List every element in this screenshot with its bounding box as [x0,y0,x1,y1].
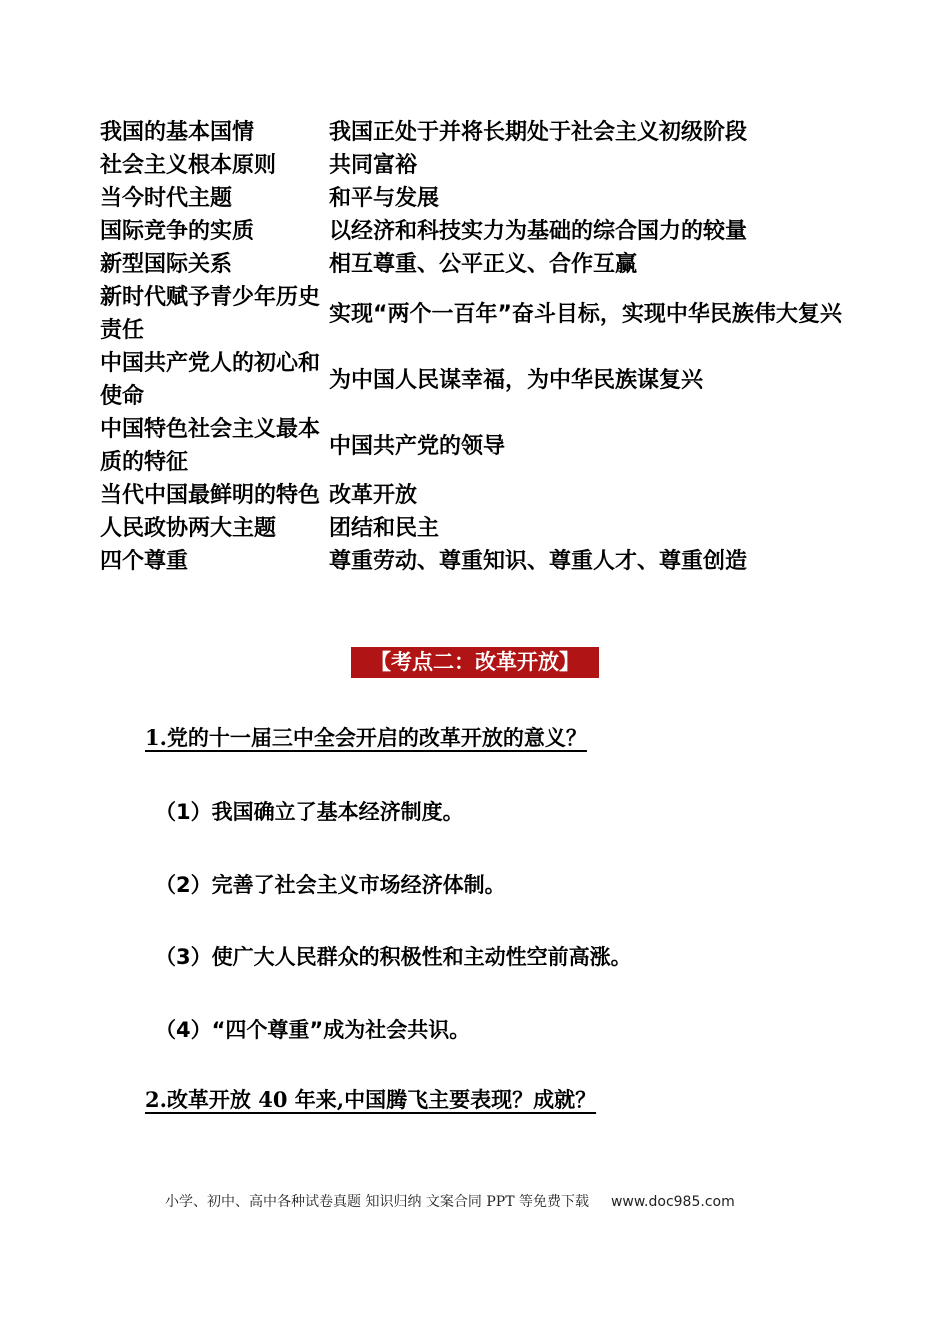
table-value: 以经济和科技实力为基础的综合国力的较量 [329,219,748,244]
table-term: 中国特色社会主义最本质的特征 [100,417,321,475]
table-value: 相互尊重、公平正义、合作互赢 [329,252,638,277]
table-value: 改革开放 [329,483,418,508]
table-row [100,248,870,281]
table-term: 四个尊重 [100,549,189,574]
table-term: 国际竞争的实质 [100,219,255,244]
table-value: 中国共产党的领导 [329,433,506,459]
section-title: 【考点二：改革开放】 [351,647,599,678]
table-term: 我国的基本国情 [100,120,255,145]
table-row [100,182,870,215]
table-term: 当今时代主题 [100,186,233,211]
table-term: 中国共产党人的初心和使命 [100,351,321,409]
table-row [100,215,870,248]
footer-url[interactable]: www.doc985.com [610,1194,735,1210]
table-value: 为中国人民谋幸福，为中华民族谋复兴 [329,367,704,393]
footer-text: 小学、初中、高中各种试卷真题 知识归纳 文案合同 PPT 等免费下载 [165,1194,589,1210]
table-term: 新时代赋予青少年历史责任 [100,285,321,343]
answer-item: （2）完善了社会主义市场经济体制。 [155,873,506,897]
question-2: 2.改革开放 40 年来,中国腾飞主要表现？成就？ [145,1087,597,1112]
table-term: 新型国际关系 [100,252,233,277]
table-term: 人民政协两大主题 [100,516,277,541]
table-term: 当代中国最鲜明的特色 [100,483,321,508]
answer-item: （1）我国确立了基本经济制度。 [155,800,464,824]
answer-item: （3）使广大人民群众的积极性和主动性空前高涨。 [155,945,632,969]
table-value: 尊重劳动、尊重知识、尊重人才、尊重创造 [329,549,748,574]
table-value: 和平与发展 [329,186,440,211]
table-row [100,281,870,347]
table-value: 实现“两个一百年”奋斗目标，实现中华民族伟大复兴 [329,301,842,327]
table-row [100,512,870,545]
table-value: 共同富裕 [329,153,418,178]
table-row [100,116,870,149]
question-1: 1.党的十一届三中全会开启的改革开放的意义？ [145,725,587,750]
table-row [100,347,870,413]
page-footer [165,1191,735,1211]
table-row [100,545,870,578]
answer-item: （4）“四个尊重”成为社会共识。 [155,1018,471,1042]
table-value: 我国正处于并将长期处于社会主义初级阶段 [329,120,748,145]
table-value: 团结和民主 [329,516,440,541]
table-term: 社会主义根本原则 [100,153,277,178]
table-row [100,149,870,182]
table-row [100,413,870,479]
knowledge-table [100,116,870,578]
table-row [100,479,870,512]
